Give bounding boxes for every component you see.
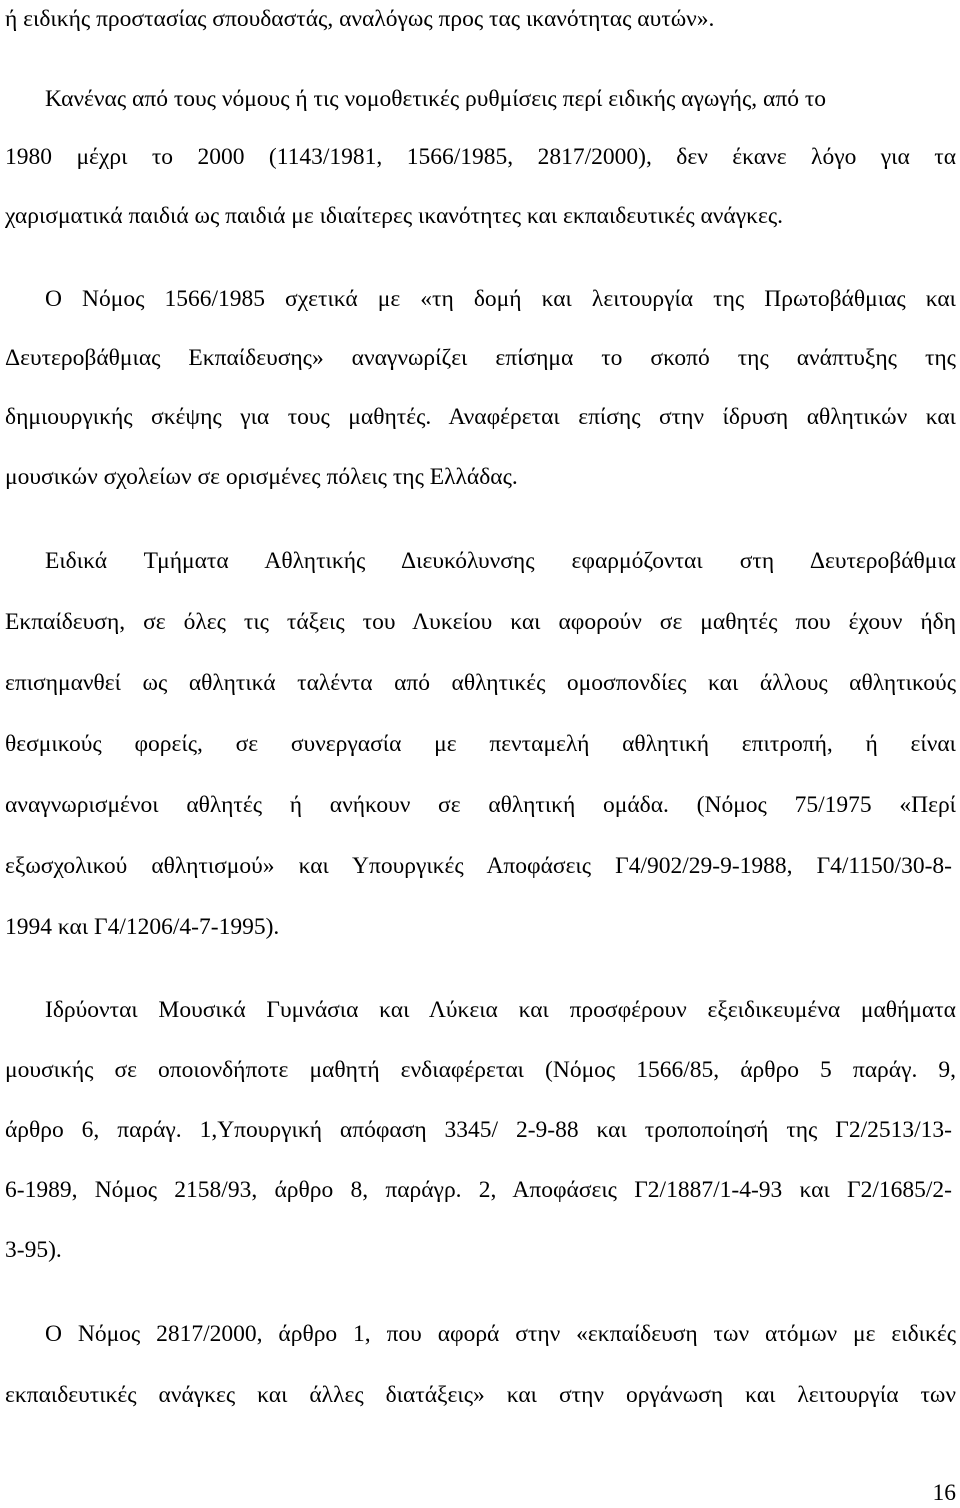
text-line-21: Ο Νόμος 2817/2000, άρθρο 1, που αφορά στην «εκπαίδευση των ατόμων με ειδικές <box>45 1321 956 1347</box>
text-line-1: ή ειδικής προστασίας σπουδαστάς, αναλόγως προς τας ικανότητας αυτών». <box>5 6 715 32</box>
text-line-18: άρθρο 6, παράγ. 1,Υπουργική απόφαση 3345/ 2-9-88 και τροποποίησή της Γ2/2513/13- <box>5 1117 952 1143</box>
text-line-2: Κανένας από τους νόμους ή τις νομοθετικές ρυθμίσεις περί ειδικής αγωγής, από το <box>45 86 827 112</box>
text-line-6: Δευτεροβάθμιας Εκπαίδευσης» αναγνωρίζει επίσημα το σκοπό της ανάπτυξης της <box>5 345 956 371</box>
text-line-13: αναγνωρισμένοι αθλητές ή ανήκουν σε αθλητική ομάδα. (Νόμος 75/1975 «Περί <box>5 792 956 818</box>
text-line-10: Εκπαίδευση, σε όλες τις τάξεις του Λυκείου και αφορούν σε μαθητές που έχουν ήδη <box>5 609 956 635</box>
text-line-4: χαρισματικά παιδιά ως παιδιά με ιδιαίτερες ικανότητες και εκπαιδευτικές ανάγκες. <box>5 203 784 229</box>
text-line-17: μουσικής σε οποιονδήποτε μαθητή ενδιαφέρεται (Νόμος 1566/85, άρθρο 5 παράγ. 9, <box>5 1057 956 1083</box>
text-line-9: Ειδικά Τμήματα Αθλητικής Διευκόλυνσης εφαρμόζονται στη Δευτεροβάθμια <box>45 548 956 574</box>
text-line-8: μουσικών σχολείων σε ορισμένες πόλεις της Ελλάδας. <box>5 464 518 490</box>
text-line-14: εξωσχολικού αθλητισμού» και Υπουργικές Αποφάσεις Γ4/902/29-9-1988, Γ4/1150/30-8- <box>5 853 952 879</box>
text-line-22: εκπαιδευτικές ανάγκες και άλλες διατάξεις» και στην οργάνωση και λειτουργία των <box>5 1382 956 1408</box>
text-line-7: δημιουργικής σκέψης για τους μαθητές. Αναφέρεται επίσης στην ίδρυση αθλητικών και <box>5 404 956 430</box>
text-line-20: 3-95). <box>5 1237 62 1263</box>
text-line-19: 6-1989, Νόμος 2158/93, άρθρο 8, παράγρ. 2, Αποφάσεις Γ2/1887/1-4-93 και Γ2/1685/2- <box>5 1177 952 1203</box>
page-number: 16 <box>932 1480 956 1506</box>
text-line-16: Ιδρύονται Μουσικά Γυμνάσια και Λύκεια και προσφέρουν εξειδικευμένα μαθήματα <box>45 997 956 1023</box>
text-line-3: 1980 μέχρι το 2000 (1143/1981, 1566/1985, 2817/2000), δεν έκανε λόγο για τα <box>5 144 956 170</box>
text-line-15: 1994 και Γ4/1206/4-7-1995). <box>5 914 280 940</box>
text-line-12: θεσμικούς φορείς, σε συνεργασία με πενταμελή αθλητική επιτροπή, ή είναι <box>5 731 956 757</box>
text-line-11: επισημανθεί ως αθλητικά ταλέντα από αθλητικές ομοσπονδίες και άλλους αθλητικούς <box>5 670 956 696</box>
text-line-5: Ο Νόμος 1566/1985 σχετικά με «τη δομή και λειτουργία της Πρωτοβάθμιας και <box>45 286 956 312</box>
